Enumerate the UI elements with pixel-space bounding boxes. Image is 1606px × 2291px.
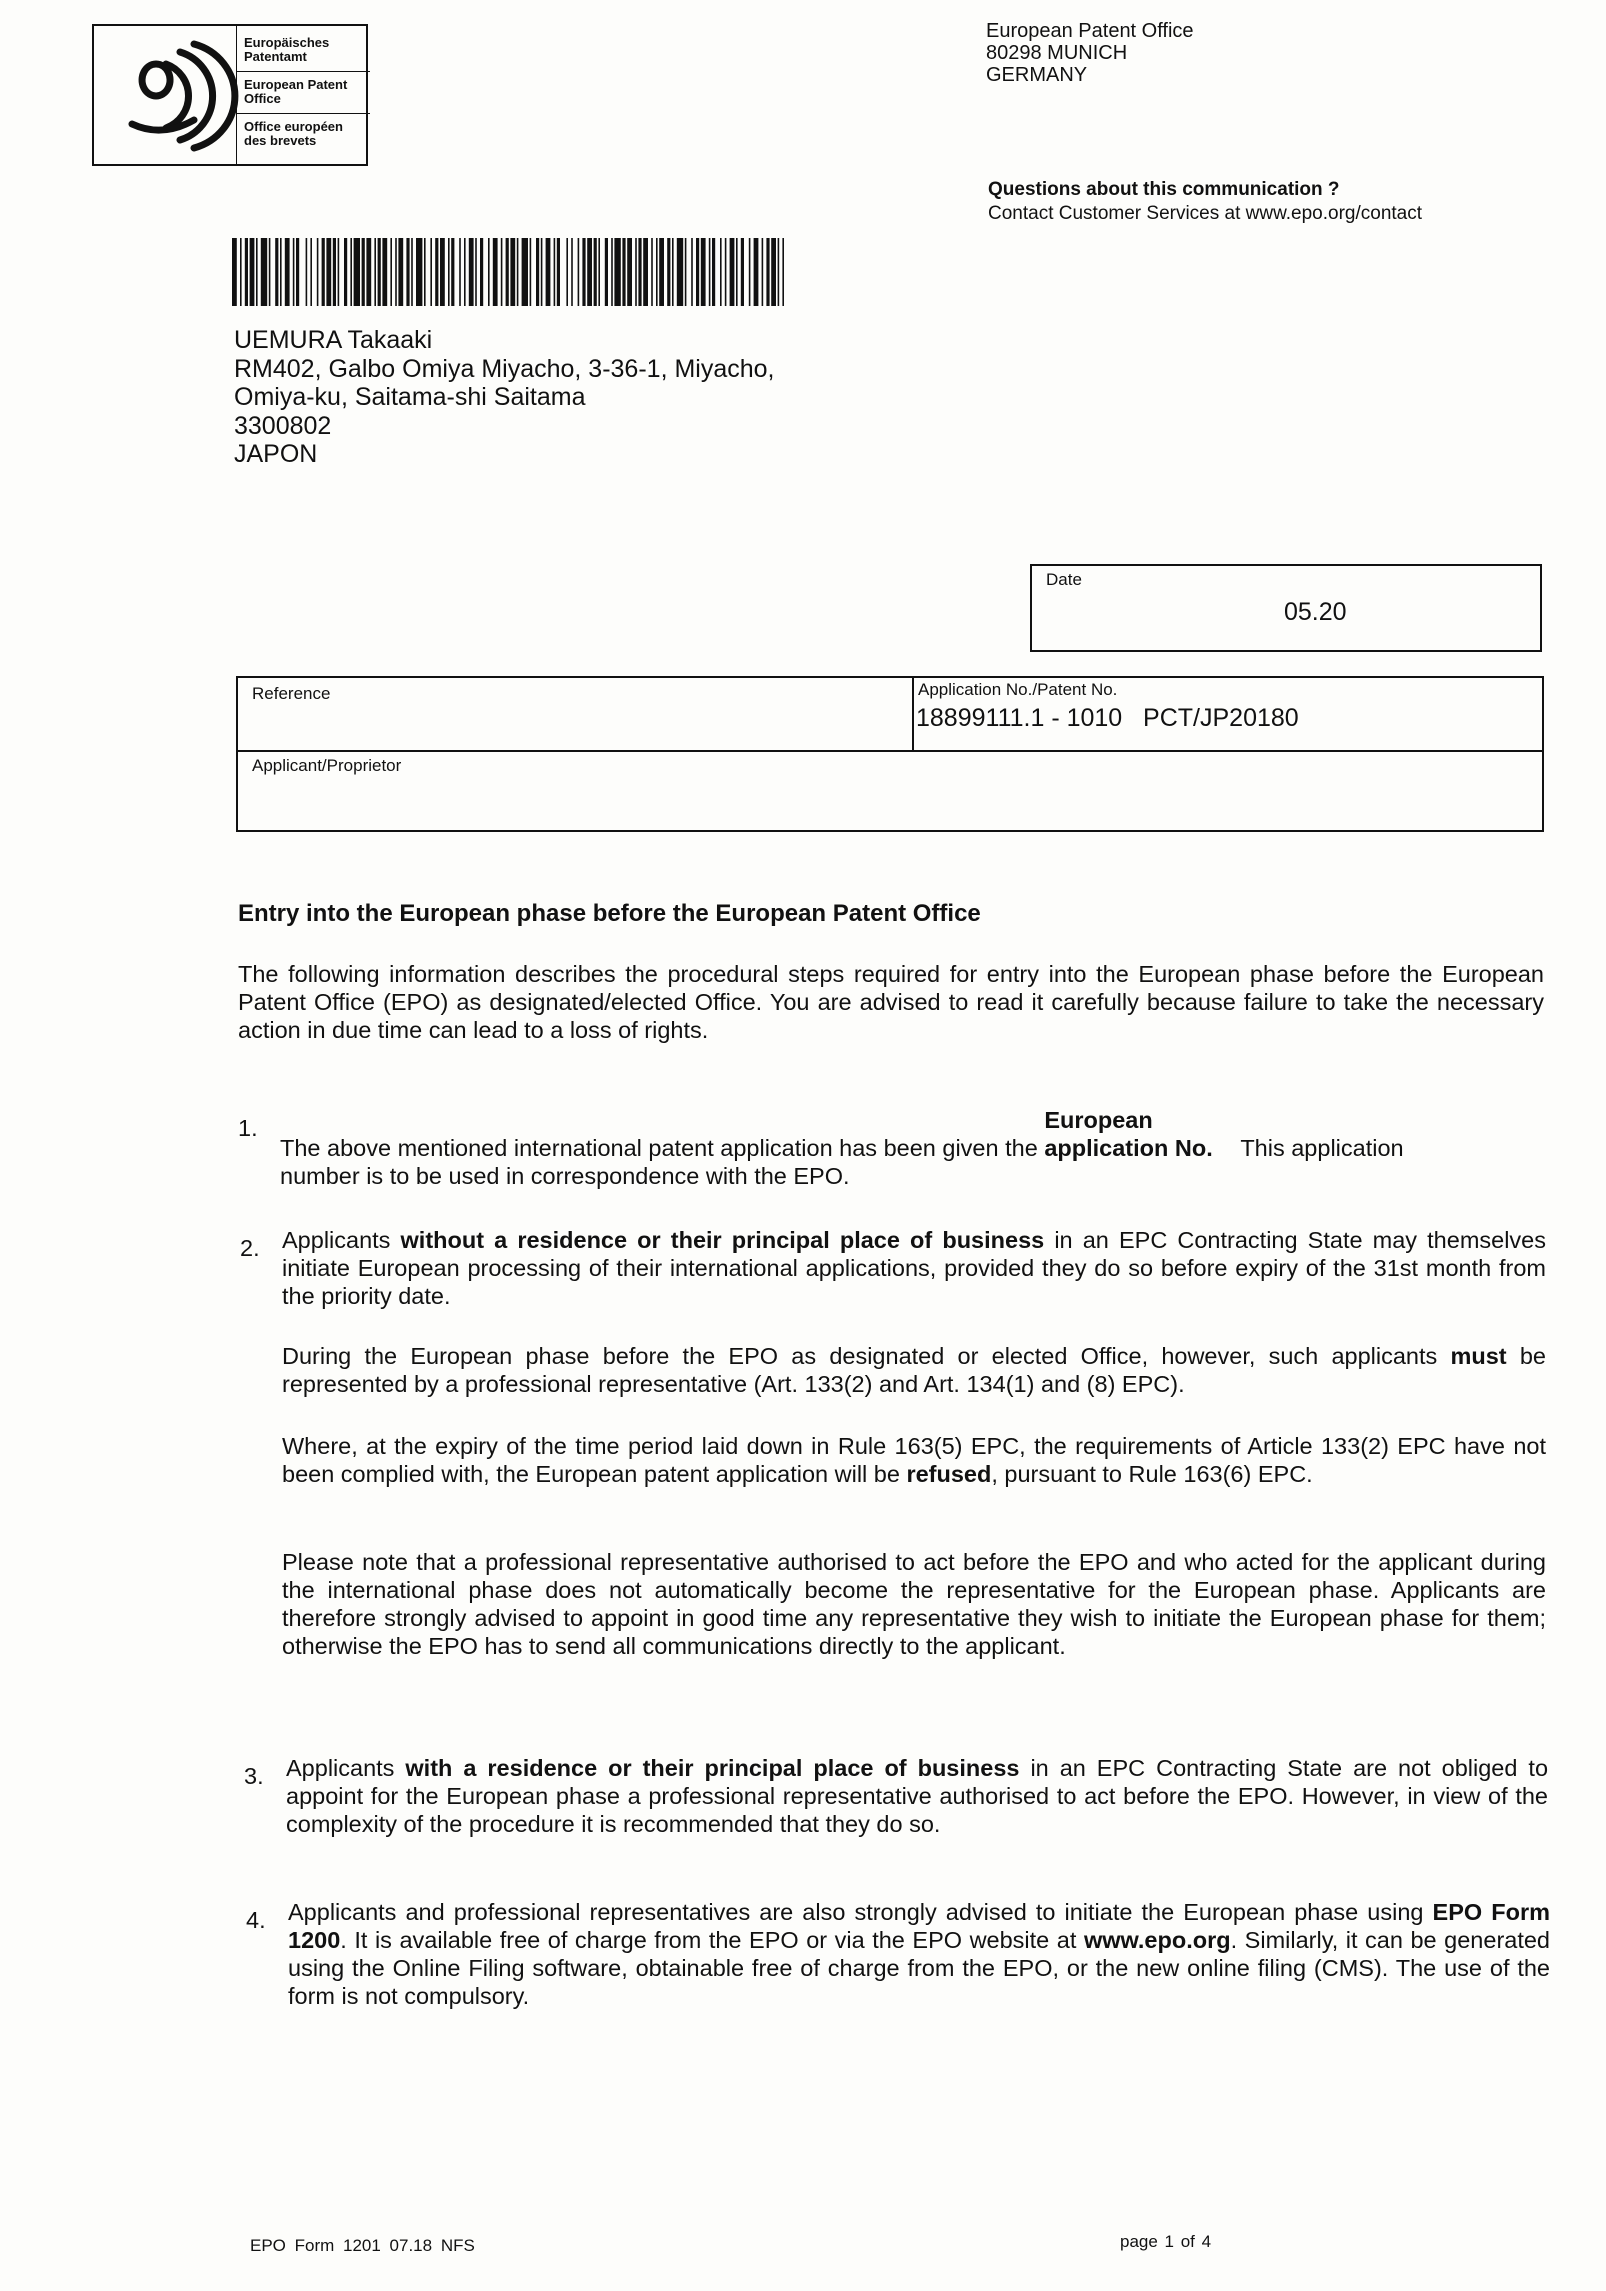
barcode-bar	[362, 238, 365, 306]
barcode-bar	[448, 238, 450, 306]
barcode-bar	[240, 238, 242, 306]
barcode-bar	[766, 238, 769, 306]
recipient-name: UEMURA Takaaki	[234, 326, 433, 354]
recipient-country: JAPON	[234, 440, 318, 468]
barcode-bar	[638, 238, 641, 306]
emphasis-run: EPO Form 1200	[288, 1899, 1550, 1953]
text-run: in an EPC Contracting State may themselves initiate European processing of their international applications, provided they do so before expiry of the 31st month from the priority date.	[282, 1227, 1547, 1309]
text-run: . Similarly, it can be generated using the Online Filing software, obtainable free of charge from the EPO, or the new online filing (CMS). The use of the form is not compulsory.	[288, 1927, 1551, 2009]
logo-name-fr: Office européen des brevets	[244, 119, 343, 148]
barcode-bar	[672, 238, 674, 306]
barcode-bar	[322, 238, 325, 306]
barcode-bar	[522, 238, 528, 306]
emphasis-run: refused	[906, 1461, 992, 1487]
barcode-bar	[382, 238, 387, 306]
barcode-bar	[598, 238, 600, 306]
barcode-bar	[582, 238, 585, 306]
barcode-bar	[398, 238, 403, 306]
barcode-bar	[344, 238, 347, 306]
text-run: During the European phase before the EPO as designated or elected Office, however, such applicants	[282, 1343, 1451, 1369]
office-address	[986, 20, 1194, 86]
barcode-bar	[245, 238, 248, 306]
barcode-bar	[506, 238, 509, 306]
item-number: 4.	[246, 1907, 266, 1933]
logo-name-en: European Patent Office	[244, 77, 348, 106]
barcode-bar	[354, 238, 360, 306]
barcode-bar	[501, 238, 503, 306]
epo-logo	[92, 24, 368, 166]
barcode-bar	[541, 238, 543, 306]
item-2-paragraph-d: Please note that a professional representative authorised to act before the EPO and who acted for the applicant during the international phase does not automatically become the representative for the European phase. Applicants are therefore strongly advised to appoint in good time any representative they wish to initiate the European phase for them; otherwise the EPO has to send all communications directly to the applicant.	[282, 1549, 1546, 1659]
barcode-bar	[741, 238, 744, 306]
barcode-bar	[782, 238, 784, 306]
barcode-bar	[557, 238, 560, 306]
barcode-bar	[510, 238, 515, 306]
questions-heading: Questions about this communication ?	[988, 179, 1340, 200]
barcode-bar	[627, 238, 632, 306]
barcode-bar	[667, 238, 670, 306]
footer-form-id: EPO Form 1201 07.18 NFS	[250, 2236, 475, 2255]
item-2-paragraph-c	[282, 1432, 1546, 1488]
text-run: be represented by a professional representative (Art. 133(2) and Art. 134(1) and (8) EPC).	[282, 1343, 1546, 1397]
epo-website-link: www.epo.org	[1083, 1927, 1231, 1953]
recipient-line: Omiya-ku, Saitama-shi Saitama	[234, 383, 586, 411]
barcode-bar	[778, 238, 780, 306]
barcode-bar	[378, 238, 381, 306]
barcode-bar	[350, 238, 352, 306]
barcode-bar	[754, 238, 759, 306]
item-2-paragraph	[282, 1226, 1546, 1310]
emphasis-run: must	[1450, 1343, 1507, 1369]
barcode-bar	[488, 238, 490, 306]
barcode-bar	[261, 238, 267, 306]
barcode-bar	[709, 238, 711, 306]
barcode-bar	[416, 238, 422, 306]
barcode-bar	[614, 238, 620, 306]
barcode-bar	[611, 238, 613, 306]
barcode-bar	[424, 238, 426, 306]
office-city: 80298 MUNICH	[986, 42, 1128, 64]
barcode-bar	[280, 238, 282, 306]
date-value: 05.20	[1284, 598, 1347, 626]
barcode-bar	[469, 238, 474, 306]
text-run: . It is available free of charge from the EPO or via the EPO website at	[340, 1927, 1084, 1953]
barcode-bar	[587, 238, 592, 306]
barcode-bar	[317, 238, 319, 306]
applicant-label: Applicant/Proprietor	[252, 756, 402, 775]
emphasis-run: without a residence or their principal place of business	[400, 1227, 1045, 1253]
barcode-bar	[736, 238, 738, 306]
barcode-bar	[459, 238, 461, 306]
barcode	[232, 238, 784, 306]
letter-heading: Entry into the European phase before the European Patent Office	[238, 900, 981, 927]
text-run: Applicants and professional representatives are also strongly advised to initiate the European phase using	[288, 1899, 1433, 1925]
barcode-bar	[651, 238, 653, 306]
barcode-bar	[250, 238, 255, 306]
barcode-bar	[677, 238, 683, 306]
barcode-bar	[594, 238, 597, 306]
barcode-bar	[605, 238, 608, 306]
text-run: Where, at the expiry of the time period laid down in Rule 163(5) EPC, the requirements of Article 133(2) EPC have not been complied with, the European patent application will be	[282, 1433, 1546, 1487]
item-2-paragraph-b	[282, 1342, 1546, 1398]
text-run: The above mentioned international patent application has been given the	[280, 1135, 1045, 1161]
barcode-bar	[338, 238, 340, 306]
text-run: Applicants	[282, 1227, 401, 1253]
emphasis-run: European application No.	[1044, 1107, 1213, 1161]
barcode-bar	[306, 238, 308, 306]
emphasis-run: with a residence or their principal place of business	[405, 1755, 1020, 1781]
barcode-bar	[720, 238, 722, 306]
recipient-line: RM402, Galbo Omiya Miyacho, 3-36-1, Miyacho,	[234, 354, 775, 383]
barcode-bar	[566, 238, 568, 306]
barcode-bar	[256, 238, 258, 306]
barcode-bar	[635, 238, 637, 306]
barcode-bar	[395, 238, 397, 306]
barcode-bar	[691, 238, 693, 306]
barcode-bar	[546, 238, 551, 306]
barcode-bar	[730, 238, 735, 306]
logo-names	[244, 36, 364, 155]
office-country: GERMANY	[986, 64, 1088, 86]
barcode-bar	[493, 238, 498, 306]
text-run: , pursuant to Rule 163(6) EPC.	[991, 1461, 1313, 1487]
barcode-bar	[440, 238, 445, 306]
barcode-bar	[333, 238, 336, 306]
application-number-label: Application No./Patent No.	[918, 680, 1118, 699]
item-3-paragraph	[286, 1754, 1548, 1838]
barcode-bar	[656, 238, 658, 306]
barcode-bar	[310, 238, 312, 306]
logo-name-de: Europäisches Patentamt	[244, 35, 330, 64]
item-number: 3.	[244, 1763, 264, 1789]
barcode-bar	[685, 238, 687, 306]
barcode-bar	[390, 238, 392, 306]
barcode-bar	[725, 238, 727, 306]
barcode-bar	[406, 238, 409, 306]
barcode-bar	[480, 238, 483, 306]
barcode-bar	[659, 238, 664, 306]
questions-block	[988, 178, 1422, 226]
barcode-bar	[643, 238, 648, 306]
logo-separator	[236, 113, 370, 114]
item-number: 2.	[240, 1235, 260, 1261]
barcode-bar	[451, 238, 454, 306]
barcode-bar	[293, 238, 295, 306]
application-number-value: 18899111.1 - 1010 PCT/JP20180	[916, 704, 1299, 732]
barcode-bar	[411, 238, 413, 306]
footer-page-number: page 1 of 4	[1120, 2232, 1212, 2251]
barcode-bar	[696, 238, 699, 306]
text-run: in an EPC Contracting State are not obliged to appoint for the European phase a professional representative authorised to act before the EPO. However, in view of the complexity of the procedure it is recommended that they do so.	[286, 1755, 1549, 1837]
questions-contact: Contact Customer Services at www.epo.org/contact	[988, 203, 1423, 224]
reference-table	[236, 676, 1544, 832]
barcode-bar	[622, 238, 625, 306]
barcode-bar	[464, 238, 466, 306]
barcode-bar	[366, 238, 371, 306]
table-row-divider	[238, 750, 1542, 752]
barcode-bar	[435, 238, 438, 306]
barcode-bar	[517, 238, 519, 306]
recipient-postcode: 3300802	[234, 411, 332, 440]
barcode-bar	[712, 238, 715, 306]
item-1-paragraph	[280, 1106, 1465, 1190]
text-run: Applicants	[286, 1755, 406, 1781]
barcode-bar	[554, 238, 556, 306]
barcode-bar	[536, 238, 539, 306]
barcode-bar	[275, 238, 278, 306]
barcode-bar	[771, 238, 776, 306]
barcode-bar	[571, 238, 573, 306]
intro-paragraph: The following information describes the procedural steps required for entry into the European phase before the European Patent Office (EPO) as designated/elected Office. You are advised to read it carefully because failure to take the necessary action in due time can lead to a loss of rights.	[238, 961, 1544, 1043]
barcode-bar	[296, 238, 299, 306]
logo-separator	[236, 71, 370, 72]
barcode-bar	[762, 238, 764, 306]
barcode-bar	[374, 238, 376, 306]
barcode-bar	[326, 238, 331, 306]
barcode-bar	[530, 238, 532, 306]
date-box	[1030, 564, 1542, 652]
reference-label: Reference	[252, 684, 331, 703]
logo-divider	[236, 26, 237, 164]
barcode-bar	[232, 238, 237, 306]
barcode-bar	[578, 238, 580, 306]
recipient-address	[234, 326, 775, 469]
table-col-divider	[912, 678, 914, 750]
barcode-bar	[701, 238, 706, 306]
barcode-bar	[475, 238, 477, 306]
office-name: European Patent Office	[986, 20, 1194, 42]
barcode-bar	[749, 238, 751, 306]
barcode-bar	[430, 238, 432, 306]
barcode-bar	[269, 238, 271, 306]
item-4-paragraph	[288, 1898, 1550, 2010]
text-run: This application number is to be used in correspondence with the EPO.	[280, 1135, 1404, 1189]
item-number: 1.	[238, 1115, 258, 1141]
barcode-bar	[285, 238, 290, 306]
date-label: Date	[1046, 570, 1082, 589]
